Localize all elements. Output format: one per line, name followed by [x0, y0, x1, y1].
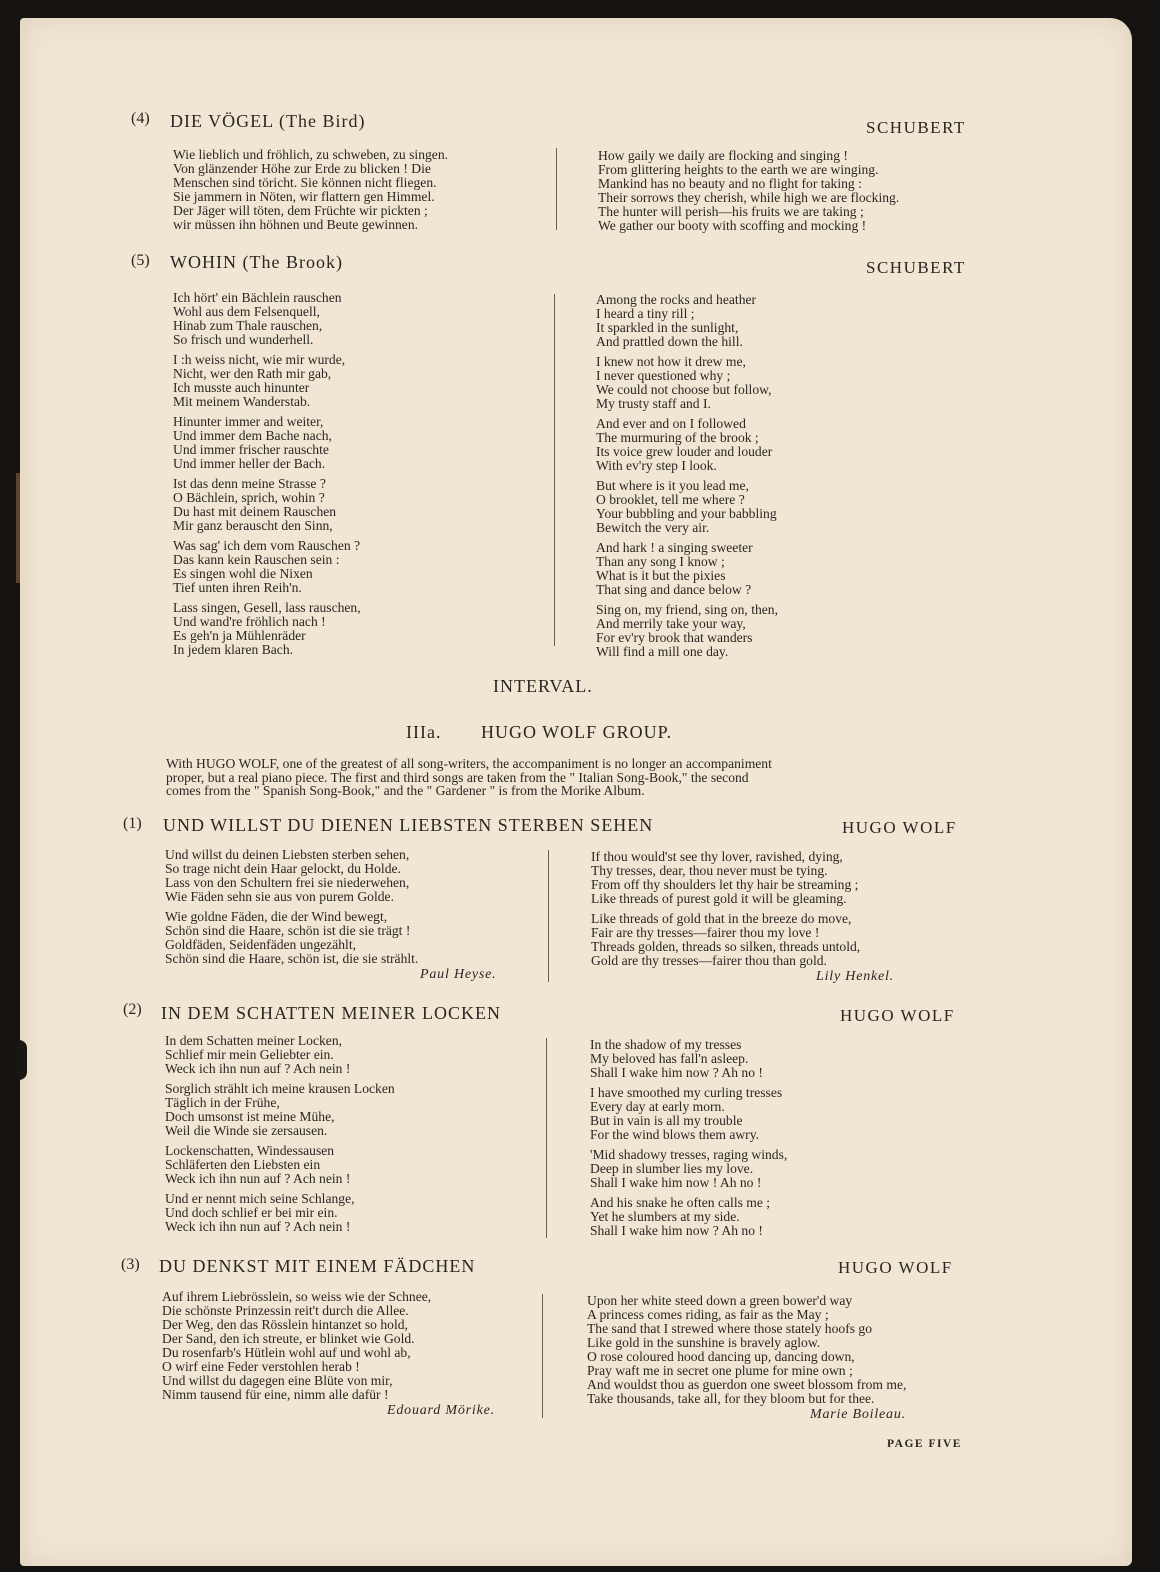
verse-line: Der Sand, den ich streute, er blinket wie Gold. — [162, 1331, 415, 1346]
verse-line: Its voice grew louder and louder — [596, 444, 773, 459]
verse-line: A princess comes riding, as fair as the May ; — [587, 1307, 829, 1322]
verse-line: We gather our booty with scoffing and mocking ! — [598, 218, 867, 233]
verse-line: If thou would'st see thy lover, ravished, dying, — [591, 849, 843, 864]
german-credit: Edouard Mörike. — [387, 1403, 495, 1418]
verse-line: O Bächlein, sprich, wohin ? — [173, 490, 325, 505]
stanza — [590, 1086, 787, 1142]
verse-line: Schön sind die Haare, schön ist, die sie strählt. — [165, 951, 419, 966]
composer: HUGO WOLF — [842, 818, 957, 837]
stanza — [165, 1192, 395, 1234]
stanza — [165, 1034, 395, 1076]
verse-line: Like threads of purest gold it will be gleaming. — [591, 891, 847, 906]
column-divider — [556, 148, 557, 230]
stanza — [598, 149, 899, 233]
verse-line: Es geh'n ja Mühlenräder — [173, 628, 306, 643]
column-divider — [542, 1294, 543, 1418]
verse-line: Mit meinem Wanderstab. — [173, 394, 311, 409]
verse-line: O wirf eine Feder verstohlen herab ! — [162, 1359, 360, 1374]
composer: SCHUBERT — [866, 118, 966, 137]
verse-line: The hunter will perish—his fruits we are taking ; — [598, 204, 864, 219]
intro-line: comes from the " Spanish Song-Book," and the " Gardener " is from the Morike Album. — [166, 783, 645, 798]
verse-line: I have smoothed my curling tresses — [590, 1085, 783, 1100]
stanza — [165, 1082, 395, 1138]
verse-line: Und immer heller der Bach. — [173, 456, 326, 471]
verse-line: The murmuring of the brook ; — [596, 430, 759, 445]
german-text — [165, 1034, 395, 1240]
verse-line: Und willst du dagegen eine Blüte von mir, — [162, 1373, 393, 1388]
verse-line: Gold are thy tresses—fairer thou than gold. — [591, 953, 827, 968]
program-page — [20, 18, 1132, 1566]
verse-line: O rose coloured hood dancing up, dancing down, — [587, 1349, 855, 1364]
song-title: DIE VÖGEL (The Bird) — [170, 111, 366, 131]
song-title: UND WILLST DU DIENEN LIEBSTEN STERBEN SEHEN — [163, 815, 654, 835]
verse-line: Von glänzender Höhe zur Erde zu blicken ! Die — [173, 161, 431, 176]
verse-line: Shall I wake him now ! Ah no ! — [590, 1175, 762, 1190]
stanza — [173, 353, 361, 409]
stanza — [596, 541, 778, 597]
verse-line: Die schönste Prinzessin reit't durch die Allee. — [162, 1303, 409, 1318]
verse-line: So frisch und wunderhell. — [173, 332, 314, 347]
stanza — [173, 291, 361, 347]
verse-line: Every day at early morn. — [590, 1099, 725, 1114]
verse-line: Take thousands, take all, for they bloom but for thee. — [587, 1391, 875, 1406]
verse-line: Thy tresses, dear, thou never must be tying. — [591, 863, 828, 878]
english-credit: Marie Boileau. — [810, 1407, 906, 1422]
verse-line: With ev'ry step I look. — [596, 458, 717, 473]
verse-line: It sparkled in the sunlight, — [596, 320, 739, 335]
verse-line: Wie Fäden sehn sie aus von purem Golde. — [165, 889, 394, 904]
verse-line: For the wind blows them awry. — [590, 1127, 760, 1142]
intro-line: With HUGO WOLF, one of the greatest of all song-writers, the accompaniment is no longer an accompaniment — [166, 756, 772, 771]
stanza — [596, 355, 778, 411]
verse-line: Menschen sind töricht. Sie können nicht fliegen. — [173, 175, 437, 190]
verse-line: Pray waft me in secret one plume for mine own ; — [587, 1363, 853, 1378]
stanza — [596, 603, 778, 659]
verse-line: Du hast mit deinem Rauschen — [173, 504, 337, 519]
verse-line: I never questioned why ; — [596, 368, 731, 383]
verse-line: And hark ! a singing sweeter — [596, 540, 753, 555]
column-divider — [546, 1038, 547, 1238]
verse-line: My trusty staff and I. — [596, 396, 711, 411]
section-number: (5) — [131, 252, 150, 269]
english-credit: Lily Henkel. — [816, 969, 895, 984]
verse-line: Wie goldne Fäden, die der Wind bewegt, — [165, 909, 388, 924]
composer: HUGO WOLF — [838, 1258, 953, 1277]
verse-line: Was sag' ich dem vom Rauschen ? — [173, 538, 361, 553]
verse-line: Täglich in der Frühe, — [165, 1095, 280, 1110]
verse-line: Lass singen, Gesell, lass rauschen, — [173, 600, 361, 615]
verse-line: What is it but the pixies — [596, 568, 726, 583]
verse-line: Upon her white steed down a green bower'd way — [587, 1293, 853, 1308]
verse-line: And prattled down the hill. — [596, 334, 743, 349]
verse-line: Und er nennt mich seine Schlange, — [165, 1191, 355, 1206]
verse-line: Hinunter immer and weiter, — [173, 414, 324, 429]
verse-line: From off thy shoulders let thy hair be streaming ; — [591, 877, 859, 892]
stanza — [173, 415, 361, 471]
verse-line: Sing on, my friend, sing on, then, — [596, 602, 778, 617]
verse-line: Der Weg, den das Rösslein hintanzet so hold, — [162, 1317, 408, 1332]
verse-line: Ist das denn meine Strasse ? — [173, 476, 326, 491]
verse-line: We could not choose but follow, — [596, 382, 772, 397]
composer: HUGO WOLF — [840, 1006, 955, 1025]
section-number: (4) — [131, 110, 150, 127]
verse-line: Among the rocks and heather — [596, 292, 757, 307]
section-number: (3) — [121, 1256, 140, 1273]
english-text — [598, 149, 899, 239]
verse-line: Wie lieblich und fröhlich, zu schweben, zu singen. — [173, 147, 449, 162]
verse-line: Deep in slumber lies my love. — [590, 1161, 754, 1176]
verse-line: And wouldst thou as guerdon one sweet blossom from me, — [587, 1377, 907, 1392]
verse-line: Nicht, wer den Rath mir gab, — [173, 366, 332, 381]
stanza — [596, 479, 778, 535]
column-divider — [548, 850, 549, 982]
verse-line: Und immer dem Bache nach, — [173, 428, 332, 443]
intro-line: proper, but a real piano piece. The first and third songs are taken from the " Italian Song-Book," the second — [166, 769, 749, 785]
english-text — [591, 850, 860, 974]
verse-line: And merrily take your way, — [596, 616, 746, 631]
verse-line: I :h weiss nicht, wie mir wurde, — [173, 352, 346, 367]
german-text — [173, 291, 361, 663]
stanza — [165, 1144, 395, 1186]
section-number: (1) — [123, 815, 142, 832]
verse-line: That sing and dance below ? — [596, 582, 752, 597]
verse-line: Your bubbling and your babbling — [596, 506, 777, 521]
verse-line: Sie jammern in Nöten, wir flattern gen Himmel. — [173, 189, 435, 204]
stanza — [596, 417, 778, 473]
stanza — [162, 1290, 431, 1402]
stanza — [590, 1038, 787, 1080]
verse-line: Lockenschatten, Windessausen — [165, 1143, 335, 1158]
stanza — [590, 1148, 787, 1190]
verse-line: My beloved has fall'n asleep. — [590, 1051, 749, 1066]
verse-line: Schläferten den Liebsten ein — [165, 1157, 321, 1172]
stanza — [590, 1196, 787, 1238]
verse-line: The sand that I strewed where those stately hoofs go — [587, 1321, 873, 1336]
stanza — [591, 850, 860, 906]
verse-line: And his snake he often calls me ; — [590, 1195, 771, 1210]
verse-line: In the shadow of my tresses — [590, 1037, 742, 1052]
verse-line: Wohl aus dem Felsenquell, — [173, 304, 320, 319]
german-text — [173, 148, 448, 238]
verse-line: In jedem klaren Bach. — [173, 642, 294, 657]
verse-line: Weck ich ihn nun auf ? Ach nein ! — [165, 1219, 351, 1234]
verse-line: Hinab zum Thale rauschen, — [173, 318, 323, 333]
verse-line: In dem Schatten meiner Locken, — [165, 1033, 343, 1048]
english-text — [596, 293, 778, 665]
group-intro — [166, 757, 772, 798]
verse-line: Tief unten ihren Reih'n. — [173, 580, 302, 595]
verse-line: Fair are thy tresses—fairer thou my love ! — [591, 925, 820, 940]
verse-line: Their sorrows they cherish, while high we are flocking. — [598, 190, 900, 205]
verse-line: 'Mid shadowy tresses, raging winds, — [590, 1147, 788, 1162]
verse-line: But where is it you lead me, — [596, 478, 749, 493]
verse-line: O brooklet, tell me where ? — [596, 492, 745, 507]
verse-line: Goldfäden, Seidenfäden ungezählt, — [165, 937, 356, 952]
verse-line: For ev'ry brook that wanders — [596, 630, 753, 645]
stanza — [173, 477, 361, 533]
page-tear — [17, 1040, 27, 1080]
stanza — [173, 601, 361, 657]
staple-mark — [16, 473, 20, 583]
verse-line: So trage nicht dein Haar gelockt, du Holde. — [165, 861, 401, 876]
verse-line: Doch umsonst ist meine Mühe, — [165, 1109, 335, 1124]
song-title: DU DENKST MIT EINEM FÄDCHEN — [159, 1256, 476, 1276]
verse-line: Weck ich ihn nun auf ? Ach nein ! — [165, 1171, 351, 1186]
verse-line: Yet he slumbers at my side. — [590, 1209, 740, 1224]
german-credit: Paul Heyse. — [420, 967, 497, 982]
verse-line: Und doch schlief er bei mir ein. — [165, 1205, 338, 1220]
english-text — [590, 1038, 787, 1244]
verse-line: Lass von den Schultern frei sie niederwehen, — [165, 875, 410, 890]
verse-line: Und immer frischer rauschte — [173, 442, 329, 457]
composer: SCHUBERT — [866, 258, 966, 277]
verse-line: Shall I wake him now ? Ah no ! — [590, 1065, 763, 1080]
verse-line: Und willst du deinen Liebsten sterben sehen, — [165, 847, 410, 862]
verse-line: Than any song I know ; — [596, 554, 725, 569]
verse-line: Threads golden, threads so silken, threads untold, — [591, 939, 861, 954]
german-text — [162, 1290, 431, 1408]
verse-line: And ever and on I followed — [596, 416, 746, 431]
song-title: IN DEM SCHATTEN MEINER LOCKEN — [161, 1003, 501, 1023]
verse-line: Mankind has no beauty and no flight for taking : — [598, 176, 862, 191]
verse-line: Es singen wohl die Nixen — [173, 566, 313, 581]
stanza — [596, 293, 778, 349]
verse-line: Und wand're fröhlich nach ! — [173, 614, 326, 629]
verse-line: I heard a tiny rill ; — [596, 306, 695, 321]
verse-line: I knew not how it drew me, — [596, 354, 746, 369]
group-label: IIIa. — [406, 722, 442, 742]
english-text — [587, 1294, 906, 1412]
verse-line: Will find a mill one day. — [596, 644, 729, 659]
column-divider — [554, 294, 555, 646]
verse-line: Schön sind die Haare, schön ist die sie trägt ! — [165, 923, 411, 938]
group-title: HUGO WOLF GROUP. — [481, 722, 673, 742]
page-label: PAGE FIVE — [887, 1438, 962, 1450]
verse-line: Du rosenfarb's Hütlein wohl auf und wohl ab, — [162, 1345, 411, 1360]
verse-line: Like gold in the sunshine is bravely aglow. — [587, 1335, 821, 1350]
verse-line: Auf ihrem Liebrösslein, so weiss wie der Schnee, — [162, 1289, 432, 1304]
verse-line: How gaily we daily are flocking and singing ! — [598, 148, 848, 163]
stanza — [165, 848, 418, 904]
stanza — [173, 148, 448, 232]
stanza — [173, 539, 361, 595]
song-title: WOHIN (The Brook) — [170, 252, 343, 272]
verse-line: Nimm tausend für eine, nimm alle dafür ! — [162, 1387, 389, 1402]
verse-line: Das kann kein Rauschen sein : — [173, 552, 340, 567]
verse-line: Sorglich strählt ich meine krausen Locken — [165, 1081, 395, 1096]
verse-line: Weck ich ihn nun auf ? Ach nein ! — [165, 1061, 351, 1076]
interval-heading: INTERVAL. — [493, 676, 593, 696]
verse-line: Schlief mir mein Geliebter ein. — [165, 1047, 334, 1062]
verse-line: Bewitch the very air. — [596, 520, 710, 535]
verse-line: wir müssen ihn höhnen und Beute gewinnen. — [173, 217, 419, 232]
german-text — [165, 848, 418, 972]
verse-line: Mir ganz berauscht den Sinn, — [173, 518, 333, 533]
verse-line: Like threads of gold that in the breeze do move, — [591, 911, 852, 926]
verse-line: Ich hört' ein Bächlein rauschen — [173, 290, 342, 305]
verse-line: From glittering heights to the earth we are winging. — [598, 162, 879, 177]
verse-line: But in vain is all my trouble — [590, 1113, 743, 1128]
stanza — [587, 1294, 906, 1406]
stanza — [591, 912, 860, 968]
verse-line: Weil die Winde sie zersausen. — [165, 1123, 328, 1138]
section-number: (2) — [123, 1001, 142, 1018]
verse-line: Ich musste auch hinunter — [173, 380, 310, 395]
stanza — [165, 910, 418, 966]
verse-line: Shall I wake him now ? Ah no ! — [590, 1223, 763, 1238]
verse-line: Der Jäger will töten, dem Früchte wir pickten ; — [173, 203, 428, 218]
